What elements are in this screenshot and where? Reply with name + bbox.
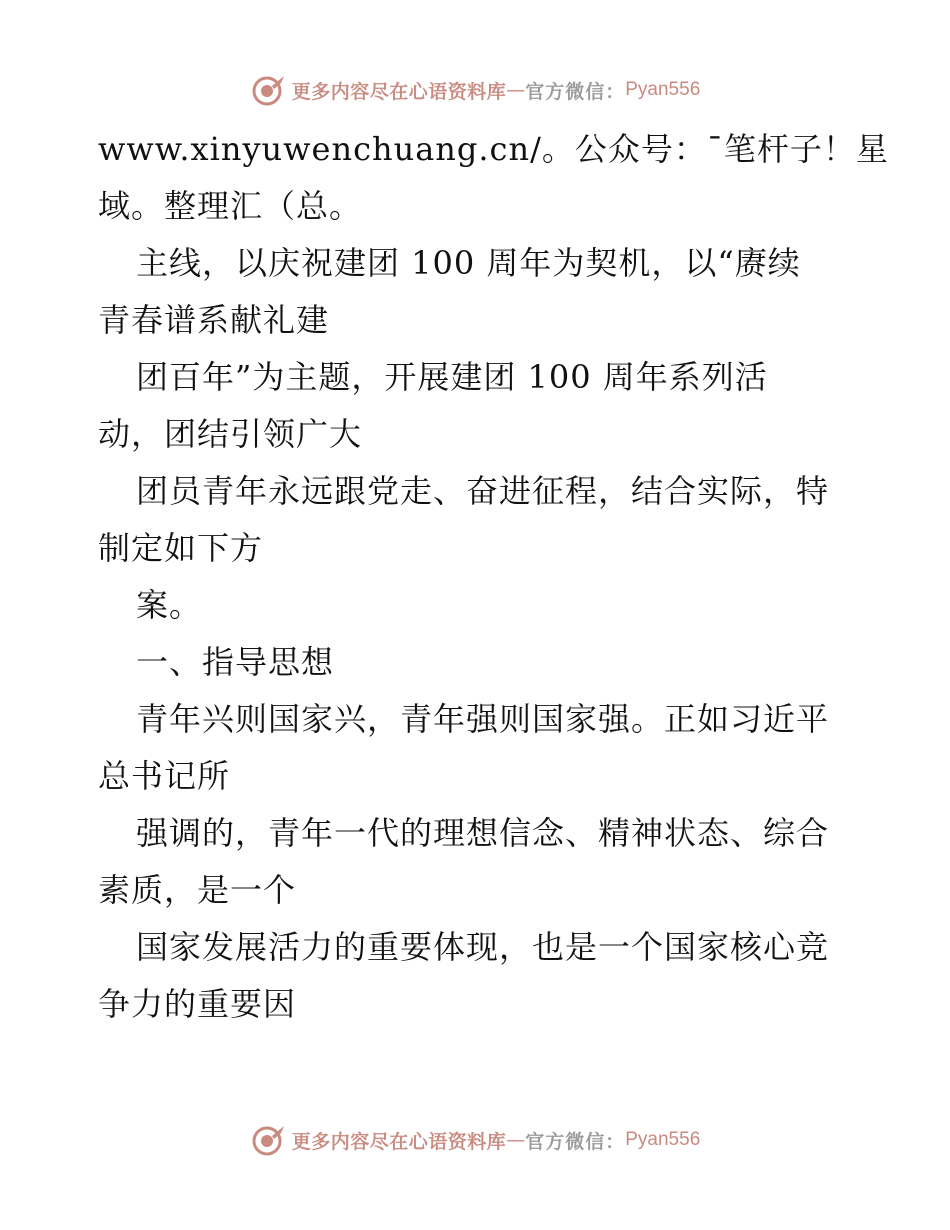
body-line: 强调的，青年一代的理想信念、精神状态、综合 — [136, 814, 830, 852]
header-separator: — — [506, 79, 526, 101]
body-line: 总书记所 — [98, 757, 231, 795]
body-line: 争力的重要因 — [98, 985, 297, 1023]
body-line: 制定如下方 — [98, 529, 264, 567]
body-line: www.xinyuwenchuang.cn/。公众号：¯笔杆子！星 — [98, 130, 889, 168]
body-line: 动，团结引领广大 — [98, 415, 363, 453]
pen-logo-icon — [250, 1123, 288, 1157]
document-body — [98, 121, 889, 1033]
body-line: 域。整理汇（总。 — [98, 187, 363, 225]
header-wechat-label: 官方微信： — [525, 80, 626, 103]
body-line: 青年兴则国家兴，青年强则国家强。正如习近平 — [136, 700, 830, 738]
footer-account-id: Pyan556 — [625, 1129, 701, 1150]
footer-wechat-label: 官方微信： — [525, 1130, 626, 1153]
body-line: 团员青年永远跟党走、奋进征程，结合实际，特 — [136, 472, 830, 510]
header-brand-text: 更多内容尽在心语资料库 — [291, 80, 507, 103]
header-banner — [0, 70, 950, 110]
section-heading: 一、指导思想 — [136, 643, 335, 681]
body-line: 素质，是一个 — [98, 871, 297, 909]
footer-banner — [0, 1120, 950, 1160]
body-line: 团百年”为主题，开展建团 100 周年系列活 — [136, 358, 768, 396]
body-line: 主线，以庆祝建团 100 周年为契机，以“赓续 — [136, 244, 801, 282]
body-line: 案。 — [136, 586, 203, 624]
pen-logo-icon — [250, 73, 288, 107]
header-account-id: Pyan556 — [625, 79, 701, 100]
footer-separator: — — [506, 1129, 526, 1151]
body-line: 青春谱系献礼建 — [98, 301, 330, 339]
body-line: 国家发展活力的重要体现，也是一个国家核心竞 — [136, 928, 830, 966]
footer-brand-text: 更多内容尽在心语资料库 — [291, 1130, 507, 1153]
